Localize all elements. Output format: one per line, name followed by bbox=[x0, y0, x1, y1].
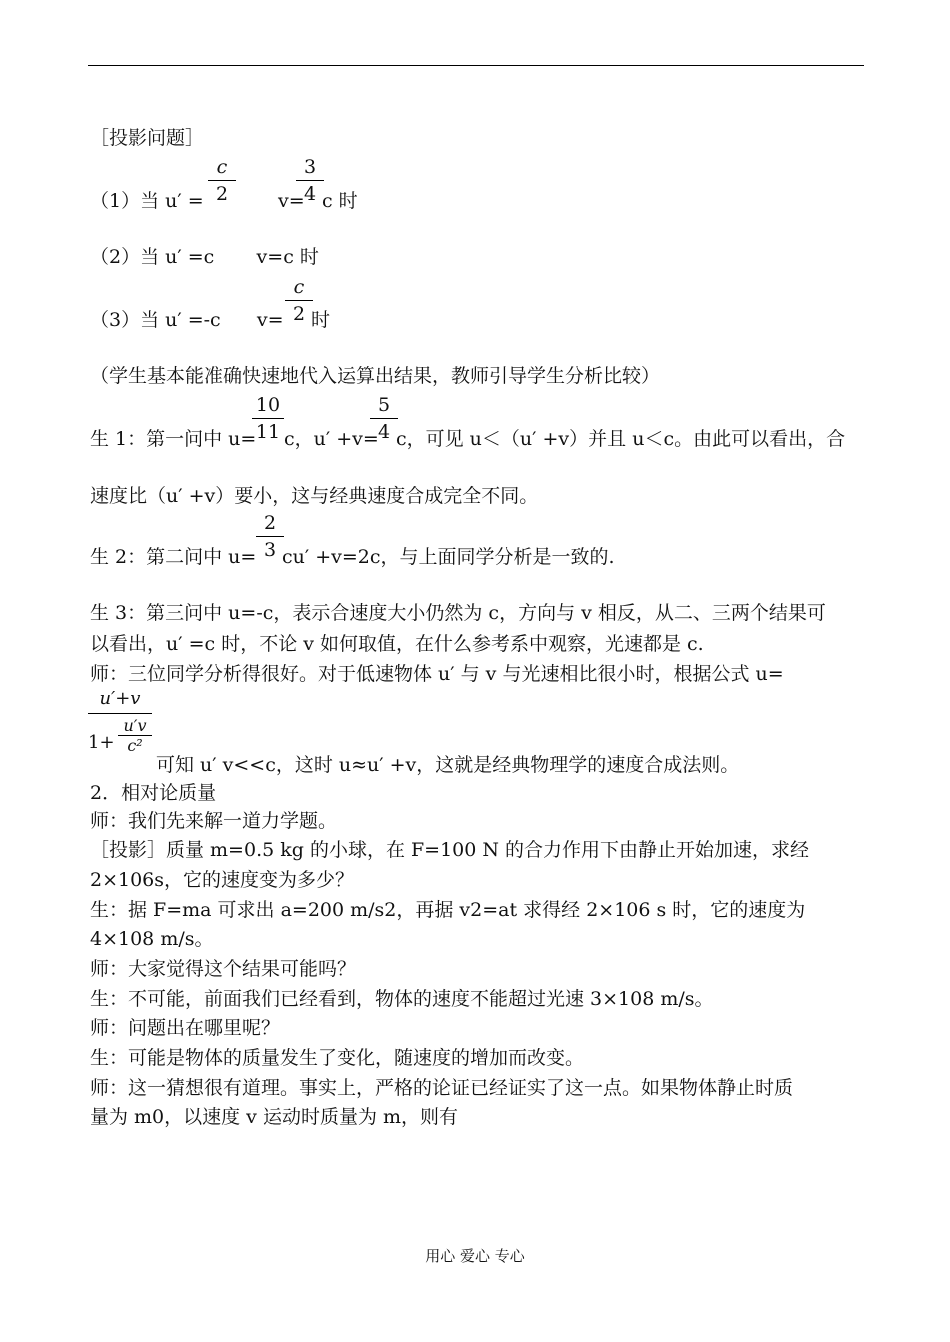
question-2: （2）当 u′ =c v=c 时 bbox=[90, 246, 319, 268]
fraction-denominator: 11 bbox=[255, 421, 281, 443]
student-answer-line-2: 4×108 m/s。 bbox=[90, 928, 214, 950]
inner-numerator: u′v bbox=[118, 716, 152, 736]
student-1-continued: 速度比（u′ +v）要小，这与经典速度合成完全不同。 bbox=[90, 485, 539, 507]
student-3-line-2: 以看出，u′ =c 时，不论 v 如何取值，在什么参考系中观察，光速都是 c. bbox=[90, 633, 704, 655]
fraction-numerator: 2 bbox=[256, 512, 284, 537]
formula-denominator bbox=[88, 714, 152, 768]
student-2-prefix: 生 2：第二问中 u= bbox=[90, 546, 257, 568]
fraction-numerator: c bbox=[285, 276, 313, 301]
velocity-addition-formula bbox=[88, 688, 152, 768]
teacher-formula-intro: 师：三位同学分析得很好。对于低速物体 u′ 与 v 与光速相比很小时，根据公式 u= bbox=[90, 663, 784, 685]
teacher-note: （学生基本能准确快速地代入运算出结果，教师引导学生分析比较） bbox=[90, 365, 661, 387]
student-answer-line-1: 生：据 F=ma 可求出 a=200 m/s2，再据 v2=at 求得经 2×106 s 时，它的速度为 bbox=[90, 899, 806, 921]
question-1-v: v= bbox=[278, 190, 305, 212]
fraction-denominator: 2 bbox=[292, 303, 306, 325]
projection-question-heading: ［投影问题］ bbox=[90, 127, 205, 149]
student-response: 生：不可能，前面我们已经看到，物体的速度不能超过光速 3×108 m/s。 bbox=[90, 988, 714, 1010]
question-1-tail: c 时 bbox=[322, 190, 358, 212]
teacher-intro-problem: 师：我们先来解一道力学题。 bbox=[90, 810, 338, 832]
teacher-question: 师：大家觉得这个结果可能吗？ bbox=[90, 958, 357, 980]
student-1-tail: c，可见 u＜（u′ +v）并且 u＜c。由此可以看出，合 bbox=[396, 428, 846, 450]
fraction-numerator: 10 bbox=[252, 394, 284, 419]
fraction-2-over-3 bbox=[256, 512, 284, 561]
page-footer: 用心 爱心 专心 bbox=[425, 1247, 525, 1265]
problem-line-1: ［投影］质量 m=0.5 kg 的小球，在 F=100 N 的合力作用下由静止开始加速，求经 bbox=[90, 839, 810, 861]
fraction-denominator: 2 bbox=[215, 183, 229, 205]
teacher-conclusion-line-1: 师：这一猜想很有道理。事实上，严格的论证已经证实了这一点。如果物体静止时质 bbox=[90, 1077, 794, 1099]
student-2-tail: cu′ +v=2c，与上面同学分析是一致的. bbox=[282, 546, 615, 568]
formula-numerator: u′+v bbox=[88, 688, 152, 714]
student-3-line-1: 生 3：第三问中 u=-c，表示合速度大小仍然为 c，方向与 v 相反，从二、三两个结果可 bbox=[90, 602, 826, 624]
problem-line-2: 2×106s，它的速度变为多少？ bbox=[90, 869, 355, 891]
fraction-numerator: c bbox=[208, 156, 236, 181]
formula-one-plus: 1+ bbox=[88, 732, 115, 753]
classical-limit-text: 可知 u′ v<<c，这时 u≈u′ +v，这就是经典物理学的速度合成法则。 bbox=[156, 754, 740, 776]
header-rule bbox=[88, 65, 864, 66]
question-3-tail: 时 bbox=[311, 309, 331, 331]
fraction-10-over-11 bbox=[252, 394, 284, 443]
formula-inner-fraction bbox=[118, 716, 152, 755]
fraction-denominator: 4 bbox=[303, 183, 317, 205]
teacher-question-2: 师：问题出在哪里呢？ bbox=[90, 1017, 281, 1039]
teacher-conclusion-line-2: 量为 m0，以速度 v 运动时质量为 m，则有 bbox=[90, 1106, 459, 1128]
fraction-numerator: 3 bbox=[296, 156, 324, 181]
fraction-c-over-2b bbox=[285, 276, 313, 325]
inner-denominator: c² bbox=[127, 736, 143, 755]
student-1-mid: c，u′ +v= bbox=[284, 428, 379, 450]
fraction-denominator: 4 bbox=[377, 421, 391, 443]
fraction-c-over-2 bbox=[208, 156, 236, 205]
fraction-numerator: 5 bbox=[370, 394, 398, 419]
student-1-prefix: 生 1：第一问中 u= bbox=[90, 428, 257, 450]
student-response-2: 生：可能是物体的质量发生了变化，随速度的增加而改变。 bbox=[90, 1047, 585, 1069]
fraction-3-over-4 bbox=[296, 156, 324, 205]
fraction-denominator: 3 bbox=[263, 539, 277, 561]
question-1-label: （1）当 u′ = bbox=[90, 190, 204, 212]
question-3-label: （3）当 u′ =-c v= bbox=[90, 309, 284, 331]
section-relativistic-mass: 2．相对论质量 bbox=[90, 782, 217, 804]
